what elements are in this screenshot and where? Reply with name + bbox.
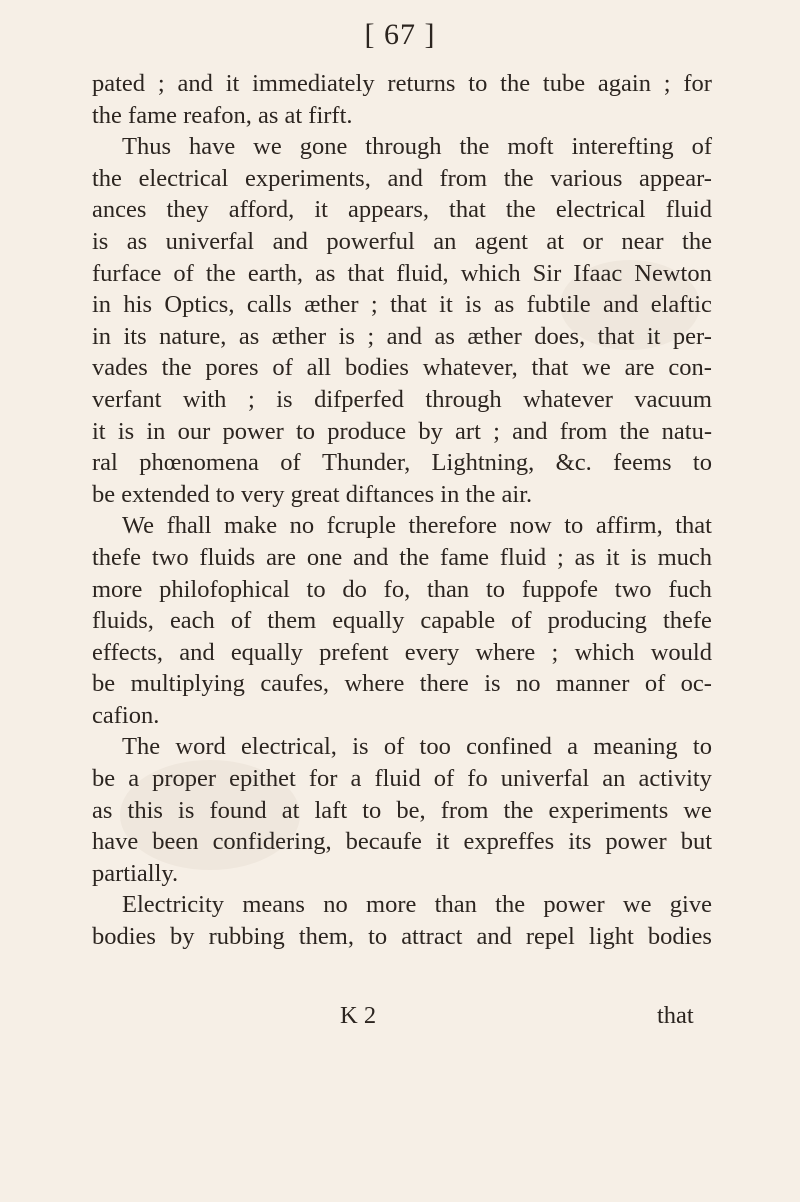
text-line: more philofophical to do fo, than to fuppofe two fuch xyxy=(92,575,712,603)
text-line: have been confidering, becaufe it expreffes its power but xyxy=(92,828,712,856)
text-line: be a proper epithet for a fluid of fo univerfal an activity xyxy=(92,765,712,793)
text-line: the fame reafon, as at firft. xyxy=(92,101,353,129)
text-line: We fhall make no fcruple therefore now to affirm, that xyxy=(122,512,712,540)
text-line: partially. xyxy=(92,859,179,887)
text-line: cafion. xyxy=(92,701,160,729)
text-line: ral phœnomena of Thunder, Lightning, &c. feems to xyxy=(92,449,712,477)
text-line: in his Optics, calls æther ; that it is as fubtile and elaftic xyxy=(92,291,712,319)
text-line: Thus have we gone through the moft interefting of xyxy=(122,133,712,161)
body-text xyxy=(92,68,712,953)
catchword: that xyxy=(657,1002,694,1029)
text-line: ances they afford, it appears, that the electrical fluid xyxy=(92,196,712,224)
text-line: thefe two fluids are one and the fame fluid ; as it is much xyxy=(92,543,712,571)
text-line: is as univerfal and powerful an agent at or near the xyxy=(92,227,712,255)
text-line: it is in our power to produce by art ; and from the natu- xyxy=(92,417,712,445)
signature-mark: K 2 xyxy=(340,1002,377,1029)
text-line: Electricity means no more than the power we give xyxy=(122,891,712,919)
text-line: pated ; and it immediately returns to the tube again ; for xyxy=(92,70,712,97)
text-line: effects, and equally prefent every where ; which would xyxy=(92,638,712,666)
text-line: vades the pores of all bodies whatever, that we are con- xyxy=(92,354,712,382)
page-number: [ 67 ] xyxy=(364,18,436,51)
text-line: be extended to very great diftances in the air. xyxy=(92,480,533,508)
text-line: verfant with ; is difperfed through whatever vacuum xyxy=(92,385,712,413)
text-line: bodies by rubbing them, to attract and repel light bodies xyxy=(92,923,712,951)
text-line: furface of the earth, as that fluid, which Sir Ifaac Newton xyxy=(92,259,712,287)
text-line: the electrical experiments, and from the various appear- xyxy=(92,164,712,192)
text-line: be multiplying caufes, where there is no manner of oc- xyxy=(92,670,712,698)
text-line: in its nature, as æther is ; and as æther does, that it per- xyxy=(92,322,712,350)
text-line: as this is found at laft to be, from the experiments we xyxy=(92,796,712,824)
text-line: fluids, each of them equally capable of producing thefe xyxy=(92,607,712,635)
text-line: The word electrical, is of too confined a meaning to xyxy=(122,733,712,761)
